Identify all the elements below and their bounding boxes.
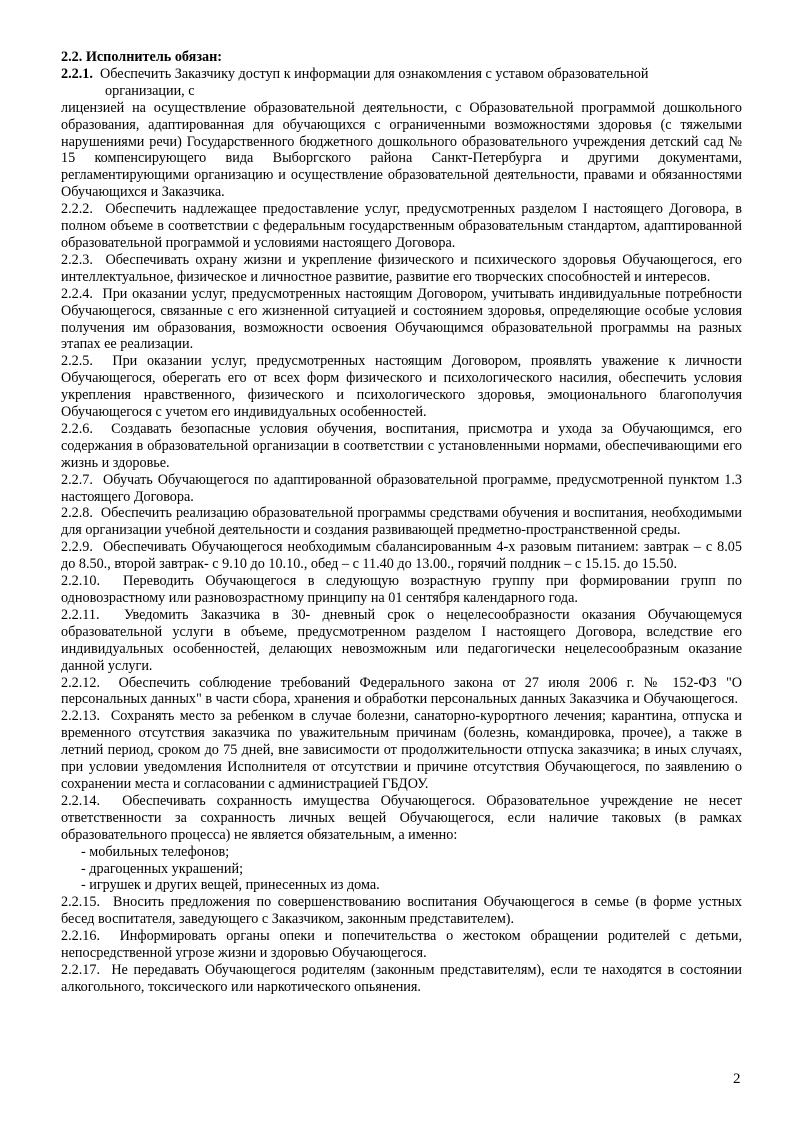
clause-2-2-10 (61, 573, 742, 607)
clause-number: 2.2.16. (61, 928, 101, 945)
clause-2-2-5 (61, 353, 742, 421)
clause-2-2-1-continuation: организации, с (105, 82, 195, 99)
clause-text: Обеспечить соблюдение требований Федерального закона от 27 июля 2006 г. № 152-ФЗ "О персональных данных" в части сбора, хранения и обработки персональных данных Заказчика и Обучающегося. (61, 674, 742, 708)
clause-number: 2.2.3. (61, 251, 93, 268)
document-body (61, 49, 742, 996)
clause-text: Обучать Обучающегося по адаптированной образовательной программе, предусмотренной пунктом 1.3 настоящего Договора. (61, 471, 742, 505)
clause-text: Сохранять место за ребенком в случае болезни, санаторно-курортного лечения; карантина, отпуска и временного отсутствия заказчика по уважительным причинам (болезнь, командировка, прочее), а также в летний период, сроком до 75 дней, вне зависимости от продолжительности отпуска заказчика; в иных случаях, при условии уведомления Исполнителя от отсутствии и причине отсутствия Обучающегося, по заявлению о сохранении места и согласовании с администрацией ГБДОУ. (61, 708, 743, 792)
clause-number: 2.2.5. (61, 353, 93, 370)
clause-text: Не передавать Обучающегося родителям (законным представителям), если те находятся в состоянии алкогольного, токсического или наркотического опьянения. (61, 961, 743, 995)
clause-2-2-1-first-line (61, 66, 742, 83)
clause-text: Обеспечить Заказчику доступ к информации для ознакомления с уставом образовательной (100, 65, 649, 82)
clause-2-2-1-body: лицензией на осуществление образовательной деятельности, с Образовательной программой дошкольного образования, адаптированная для обучающихся с ограниченными возможностями здоровья (с тяжелыми нарушениями речи) Государственного бюджетного дошкольного образовательного учреждения детский сад № 15 компенсирующего вида Выборгского района Санкт-Петербурга и другими документами, регламентирующими организацию и осуществление образовательной деятельности, правами и обязанностями Обучающихся и Заказчика. (61, 99, 742, 201)
clause-2-2-8 (61, 505, 742, 539)
clause-number: 2.2.1. (61, 65, 93, 82)
clause-text: Обеспечивать сохранность имущества Обучающегося. Образовательное учреждение не несет ответственности за сохранность личных вещей Обучающегося, если наличие таковых (в рамках образовательного процесса) не является обязательным, а именно: (61, 792, 742, 843)
page-number: 2 (733, 1071, 741, 1087)
list-item: - драгоценных украшений; (81, 860, 244, 877)
clause-2-2-6 (61, 421, 742, 472)
clause-text: Обеспечить надлежащее предоставление услуг, предусмотренных разделом I настоящего Договора, в полном объеме в соответствии с федеральным государственным образовательным стандартом, адаптированной образовательной программой и условиями настоящего Договора. (61, 201, 743, 251)
clause-2-2-9 (61, 539, 742, 573)
clause-2-2-4 (61, 286, 742, 354)
clause-text: Уведомить Заказчика в 30- дневный срок о нецелесообразности оказания Обучающемуся образовательной услуги в объеме, предусмотренном разделом I настоящего Договора, вследствие его индивидуальных особенностей, делающих невозможным или педагогически нецелесообразным оказание данной услуги. (61, 606, 743, 674)
clause-2-2-7 (61, 472, 742, 506)
clause-number: 2.2.15. (61, 894, 101, 911)
clause-number: 2.2.8. (61, 505, 93, 522)
clause-2-2-12 (61, 675, 742, 709)
clause-number: 2.2.7. (61, 471, 93, 488)
list-item: - игрушек и других вещей, принесенных из дома. (81, 877, 380, 894)
clause-number: 2.2.10. (61, 573, 101, 590)
clause-text: При оказании услуг, предусмотренных настоящим Договором, учитывать индивидуальные потребности Обучающегося, связанные с его жизненной ситуацией и состоянием здоровья, определяющие особые условия получения им образования, возможности освоения Обучающимся образовательной программы на разных этапах ее реализации. (61, 285, 742, 353)
clause-number: 2.2.2. (61, 201, 93, 218)
clause-text: При оказании услуг, предусмотренных настоящим Договором, проявлять уважение к личности Обучающегося, оберегать его от всех форм физического и психологического насилия, обеспечить условия укрепления нравственного, физического и психологического здоровья, эмоционального благополучия Обучающегося с учетом его индивидуальных особенностей. (61, 353, 742, 421)
clause-number: 2.2.14. (61, 792, 101, 809)
clause-2-2-1 (61, 66, 742, 201)
clause-number: 2.2.13. (61, 708, 101, 725)
clause-text: Вносить предложения по совершенствованию воспитания Обучающегося в семье (в форме устных бесед воспитателя, заведующего с Заказчиком, законным представителем). (61, 894, 742, 928)
clause-text: Обеспечивать Обучающегося необходимым сбалансированным 4-х разовым питанием: завтрак – с 8.05 до 8.50., второй завтрак- с 9.10 до 10.10., обед – с 11.40 до 13.00., горячий полдник – с 15.15. до 15.50. (61, 539, 742, 573)
clause-2-2-15 (61, 894, 742, 928)
clause-2-2-14 (61, 793, 742, 844)
items-list (61, 844, 742, 895)
clause-2-2-13 (61, 708, 742, 793)
clause-text: Переводить Обучающегося в следующую возрастную группу при формировании групп по одновозрастному или разновозрастному принципу на 01 сентября календарного года. (61, 573, 742, 606)
clause-2-2-16 (61, 928, 742, 962)
clauses-list (61, 201, 742, 843)
section-heading: 2.2. Исполнитель обязан: (61, 49, 223, 65)
clause-text: Обеспечить реализацию образовательной программы средствами обучения и воспитания, необходимыми для организации учебной деятельности и создания развивающей предметно-пространственной среды. (61, 505, 743, 539)
clause-number: 2.2.6. (61, 420, 93, 437)
list-item: - мобильных телефонов; (81, 843, 230, 860)
clause-number: 2.2.4. (61, 285, 93, 302)
clause-number: 2.2.12. (61, 674, 101, 691)
clause-2-2-17 (61, 962, 742, 996)
clause-text: Создавать безопасные условия обучения, воспитания, присмотра и ухода за Обучающимся, его содержания в образовательной организации в соответствии с установленными нормами, обеспечивающими его жизнь и здоровье. (61, 420, 742, 471)
clause-2-2-3 (61, 252, 742, 286)
clauses-list-continued (61, 894, 742, 995)
clause-text: Информировать органы опеки и попечительства о жестоком обращении родителей с детьми, непосредственной угрозе жизни и здоровью Обучающегося. (61, 928, 743, 962)
clause-2-2-2 (61, 201, 742, 252)
clause-number: 2.2.9. (61, 539, 93, 556)
clause-number: 2.2.17. (61, 961, 101, 978)
clause-2-2-11 (61, 607, 742, 675)
clause-text: Обеспечивать охрану жизни и укрепление физического и психического здоровья Обучающегося, его интеллектуальное, физическое и личностное развитие, развитие его творческих способностей и интересов. (61, 251, 742, 285)
clause-number: 2.2.11. (61, 606, 100, 623)
